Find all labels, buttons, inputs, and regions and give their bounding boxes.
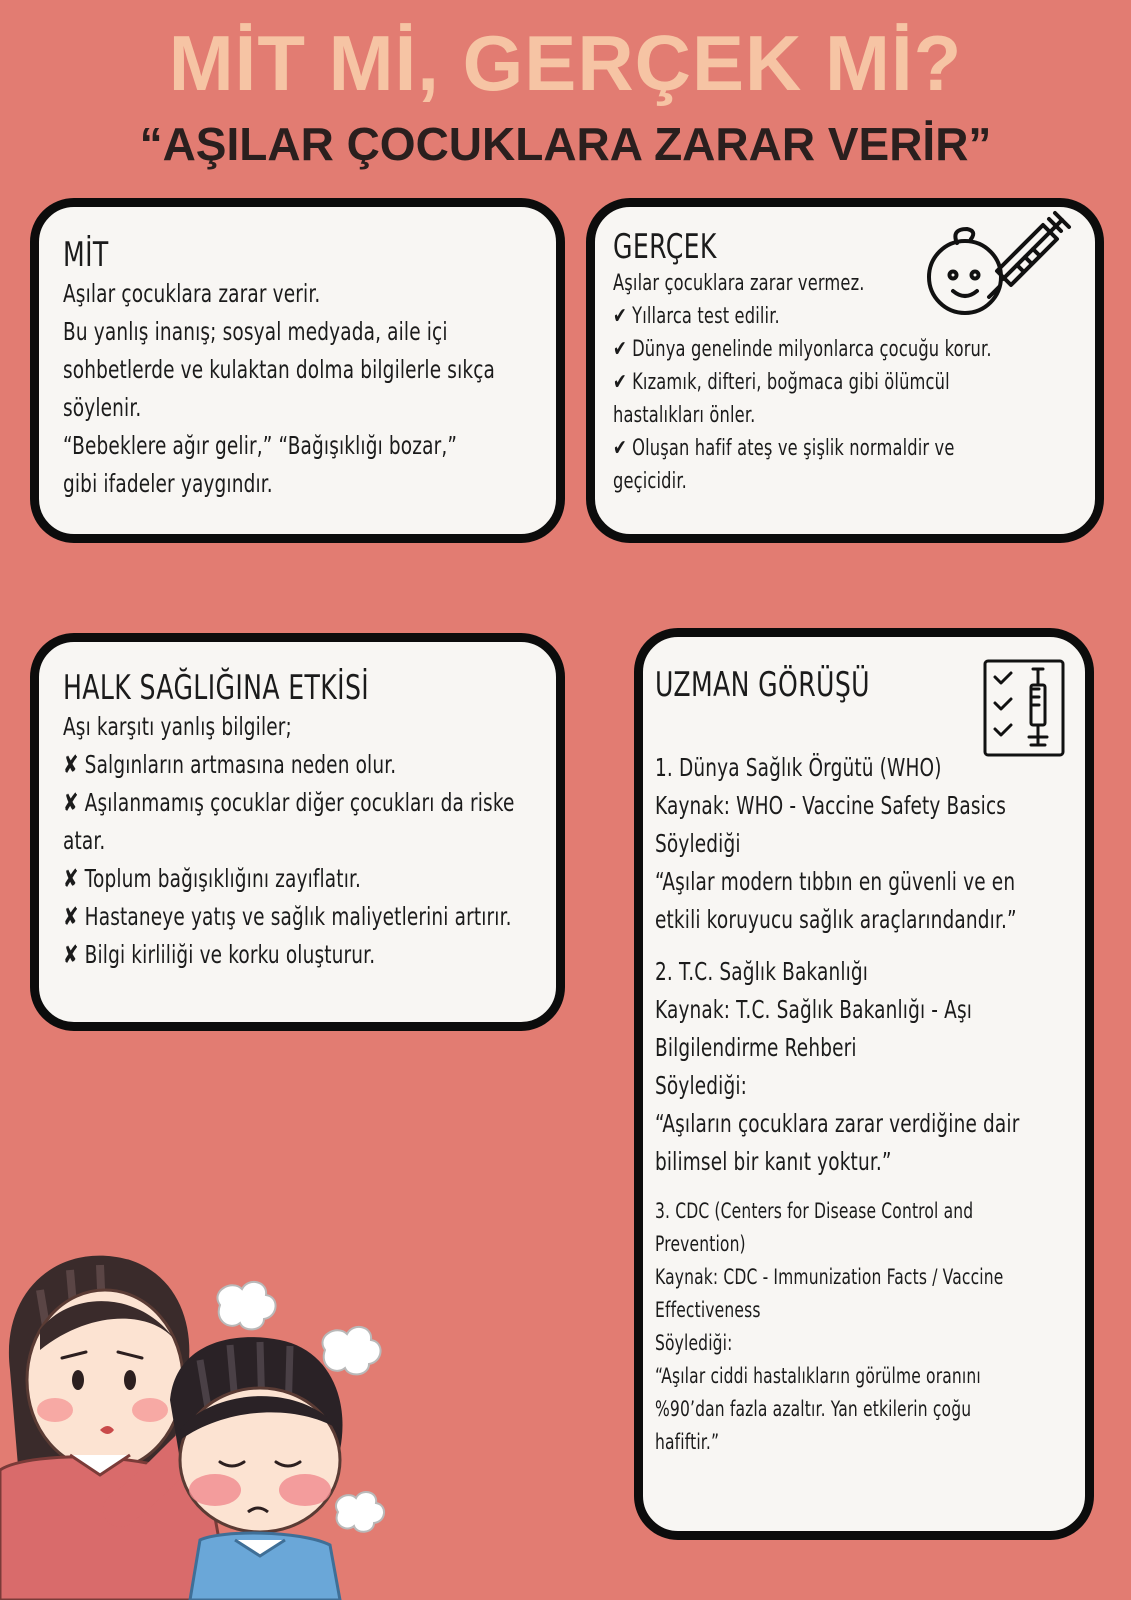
myth-line: söylenir. — [63, 393, 142, 422]
page-subtitle: “AŞILAR ÇOCUKLARA ZARAR VERİR” — [139, 118, 992, 170]
expert-line: hafiftir.” — [655, 1430, 720, 1454]
public-health-line: atar. — [63, 826, 106, 855]
fact-card — [586, 198, 1104, 543]
fact-line: hastalıkları önler. — [613, 403, 756, 428]
myth-line: sohbetlerde ve kulaktan dolma bilgilerle sıkça — [63, 355, 496, 384]
public-health-line: ✘ Aşılanmamış çocuklar diğer çocukları da riske — [63, 788, 515, 817]
expert-line: 2. T.C. Sağlık Bakanlığı — [655, 957, 869, 986]
public-health-heading: HALK SAĞLIĞINA ETKİSİ — [63, 668, 370, 708]
mother-feverish-child-illustration — [0, 1250, 400, 1600]
expert-line: “Aşılar ciddi hastalıkların görülme oranını — [655, 1364, 981, 1388]
expert-source-who — [655, 749, 1131, 939]
page-title: MİT Mİ, GERÇEK Mİ? — [168, 19, 963, 107]
fact-line: ✔ Yıllarca test edilir. — [613, 304, 780, 329]
myth-heading: MİT — [63, 235, 109, 275]
public-health-line: ✘ Salgınların artmasına neden olur. — [63, 750, 397, 779]
myth-card — [30, 198, 565, 543]
fact-line: geçicidir. — [613, 469, 688, 494]
expert-heading: UZMAN GÖRÜŞÜ — [655, 665, 870, 705]
expert-line: Effectiveness — [655, 1298, 761, 1322]
expert-line: %90’dan fazla azaltır. Yan etkilerin çoğu — [655, 1397, 972, 1421]
myth-line: gibi ifadeler yaygındır. — [63, 469, 273, 498]
expert-source-cdc — [655, 1195, 1131, 1459]
expert-line: Söylediği — [655, 829, 741, 858]
expert-line: Bilgilendirme Rehberi — [655, 1033, 857, 1062]
public-health-line: ✘ Toplum bağışıklığını zayıflatır. — [63, 864, 362, 893]
expert-line: bilimsel bir kanıt yoktur.” — [655, 1147, 892, 1176]
public-health-line: ✘ Hastaneye yatış ve sağlık maliyetlerini artırır. — [63, 902, 512, 931]
expert-source-ministry — [655, 953, 1131, 1181]
expert-line: Kaynak: T.C. Sağlık Bakanlığı - Aşı — [655, 995, 973, 1024]
fact-line: ✔ Kızamık, difteri, boğmaca gibi ölümcül — [613, 370, 950, 395]
expert-line: 3. CDC (Centers for Disease Control and — [655, 1199, 974, 1223]
myth-line: “Bebeklere ağır gelir,” “Bağışıklığı bozar,” — [63, 431, 458, 460]
fact-line: ✔ Oluşan hafif ateş ve şişlik normaldir ve — [613, 436, 955, 461]
myth-line: Aşılar çocuklara zarar verir. — [63, 279, 321, 308]
public-health-card — [30, 633, 565, 1031]
expert-line: Söylediği: — [655, 1331, 733, 1355]
expert-line: Kaynak: CDC - Immunization Facts / Vaccine — [655, 1265, 1004, 1289]
public-health-line: ✘ Bilgi kirliliği ve korku oluşturur. — [63, 940, 376, 969]
expert-opinion-card — [634, 628, 1094, 1540]
expert-line: Kaynak: WHO - Vaccine Safety Basics — [655, 791, 1007, 820]
expert-line: “Aşılar modern tıbbın en güvenli ve en — [655, 867, 1016, 896]
fact-heading: GERÇEK — [613, 227, 717, 267]
expert-line: 1. Dünya Sağlık Örgütü (WHO) — [655, 753, 942, 782]
fact-line: ✔ Dünya genelinde milyonlarca çocuğu korur. — [613, 337, 992, 362]
public-health-line: Aşı karşıtı yanlış bilgiler; — [63, 712, 292, 741]
expert-line: “Aşıların çocuklara zarar verdiğine dair — [655, 1109, 1020, 1138]
expert-line: Prevention) — [655, 1232, 746, 1256]
expert-line: etkili koruyucu sağlık araçlarındandır.” — [655, 905, 1017, 934]
myth-line: Bu yanlış inanış; sosyal medyada, aile içi — [63, 317, 448, 346]
fact-line: Aşılar çocuklara zarar vermez. — [613, 271, 865, 296]
expert-line: Söylediği: — [655, 1071, 748, 1100]
